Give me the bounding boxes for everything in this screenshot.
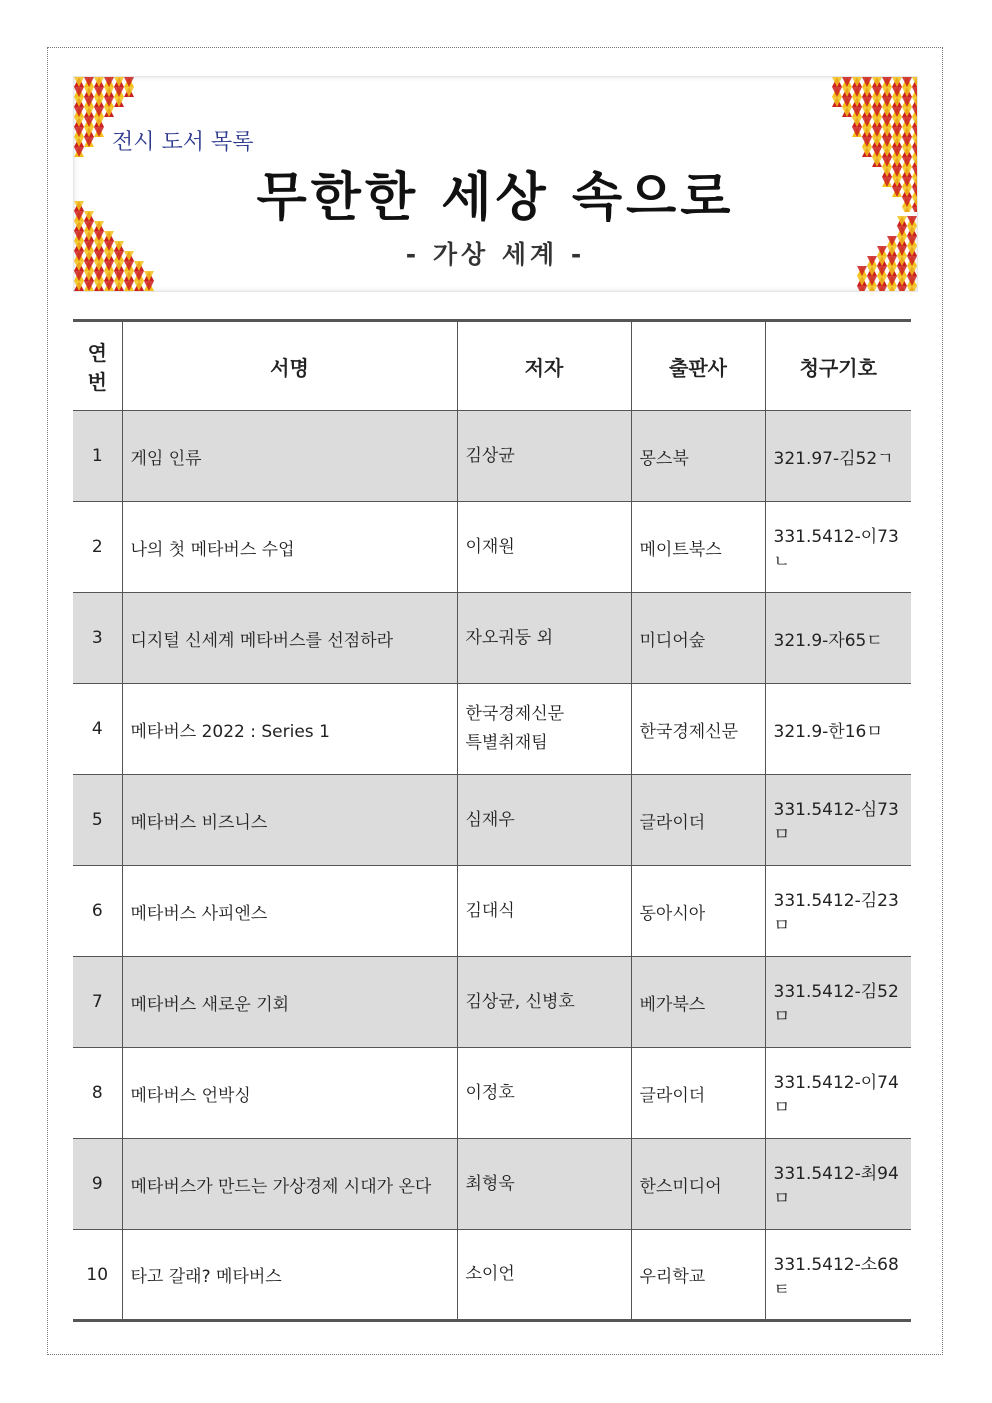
author-line: 소이언 <box>465 1264 515 1284</box>
cell-publisher: 한스미디어 <box>631 1139 765 1230</box>
cell-title: 메타버스가 만드는 가상경제 시대가 온다 <box>122 1139 457 1230</box>
author-line: 한국경제신문 <box>465 704 565 724</box>
table-row <box>73 411 911 502</box>
author-line: 김상균, 신병호 <box>465 991 575 1012</box>
cell-title: 메타버스 2022 : Series 1 <box>122 684 457 775</box>
cell-no: 4 <box>73 684 122 775</box>
cell-no: 10 <box>73 1230 122 1321</box>
book-list-table <box>73 319 911 1322</box>
header-publisher: 출판사 <box>631 321 765 411</box>
cell-no: 1 <box>73 411 122 502</box>
author-line: 김상균 <box>465 445 515 466</box>
table-row <box>73 957 911 1048</box>
header-call-number: 청구기호 <box>765 321 911 411</box>
page-subtitle: - 가상 세계 - <box>405 240 586 269</box>
cell-no: 7 <box>73 957 122 1048</box>
cell-call-number: 331.5412-김23ㅁ <box>765 866 911 957</box>
cell-title: 메타버스 새로운 기회 <box>122 957 457 1048</box>
cell-call-number: 321.9-자65ㄷ <box>765 593 911 684</box>
cell-no: 2 <box>73 502 122 593</box>
cell-call-number: 321.9-한16ㅁ <box>765 684 911 775</box>
triangle-pattern-tile <box>867 286 877 291</box>
cell-author <box>457 957 631 1048</box>
table-header-row <box>73 321 911 411</box>
cell-author <box>457 502 631 593</box>
author-line: 심재우 <box>465 809 515 830</box>
cell-publisher: 글라이더 <box>631 1048 765 1139</box>
table-row <box>73 775 911 866</box>
cell-no: 6 <box>73 866 122 957</box>
cell-author <box>457 866 631 957</box>
author-line: 최형욱 <box>465 1173 515 1194</box>
cell-call-number: 331.5412-이73ㄴ <box>765 502 911 593</box>
cell-publisher: 몽스북 <box>631 411 765 502</box>
cell-author <box>457 593 631 684</box>
cell-author <box>457 684 631 775</box>
cell-call-number: 331.5412-이74ㅁ <box>765 1048 911 1139</box>
cell-author <box>457 411 631 502</box>
cell-publisher: 메이트북스 <box>631 502 765 593</box>
table-row <box>73 684 911 775</box>
triangle-pattern-tile <box>877 286 887 291</box>
table-body <box>73 411 911 1321</box>
cell-title: 메타버스 언박싱 <box>122 1048 457 1139</box>
table-row <box>73 1139 911 1230</box>
cell-author <box>457 1048 631 1139</box>
cell-author <box>457 1139 631 1230</box>
cell-author <box>457 1230 631 1321</box>
header-author: 저자 <box>457 321 631 411</box>
author-line: 특별취재팀 <box>465 733 548 753</box>
cell-title: 게임 인류 <box>122 411 457 502</box>
table-row <box>73 1048 911 1139</box>
cell-author <box>457 775 631 866</box>
cell-no: 5 <box>73 775 122 866</box>
page-title: 무한한 세상 속으로 <box>256 168 735 228</box>
cell-title: 디지털 신세계 메타버스를 선점하라 <box>122 593 457 684</box>
cell-no: 8 <box>73 1048 122 1139</box>
cell-title: 메타버스 비즈니스 <box>122 775 457 866</box>
cell-no: 9 <box>73 1139 122 1230</box>
header-title: 서명 <box>122 321 457 411</box>
cell-call-number: 331.5412-소68ㅌ <box>765 1230 911 1321</box>
triangle-pattern-tile <box>887 286 897 291</box>
author-line: 김대식 <box>465 900 515 921</box>
cell-call-number: 331.5412-김52ㅁ <box>765 957 911 1048</box>
table-row <box>73 1230 911 1321</box>
table-row <box>73 593 911 684</box>
banner-label: 전시 도서 목록 <box>112 130 254 155</box>
table-row <box>73 502 911 593</box>
cell-call-number: 331.5412-심73ㅁ <box>765 775 911 866</box>
author-line: 이재원 <box>465 536 515 557</box>
cell-publisher: 베가북스 <box>631 957 765 1048</box>
table-row <box>73 866 911 957</box>
triangle-pattern-tile <box>857 286 867 291</box>
cell-title: 메타버스 사피엔스 <box>122 866 457 957</box>
triangle-pattern-tile <box>907 286 917 291</box>
cell-publisher: 한국경제신문 <box>631 684 765 775</box>
cell-publisher: 글라이더 <box>631 775 765 866</box>
cell-title: 타고 갈래? 메타버스 <box>122 1230 457 1321</box>
cell-no: 3 <box>73 593 122 684</box>
author-line: 자오궈둥 외 <box>465 627 554 648</box>
header-no: 연번 <box>73 321 122 411</box>
triangle-pattern-tile <box>897 286 907 291</box>
cell-publisher: 동아시아 <box>631 866 765 957</box>
banner <box>73 76 918 292</box>
cell-title: 나의 첫 메타버스 수업 <box>122 502 457 593</box>
cell-call-number: 331.5412-최94ㅁ <box>765 1139 911 1230</box>
author-line: 이정호 <box>465 1082 515 1103</box>
cell-publisher: 우리학교 <box>631 1230 765 1321</box>
cell-publisher: 미디어숲 <box>631 593 765 684</box>
cell-call-number: 321.97-김52ㄱ <box>765 411 911 502</box>
